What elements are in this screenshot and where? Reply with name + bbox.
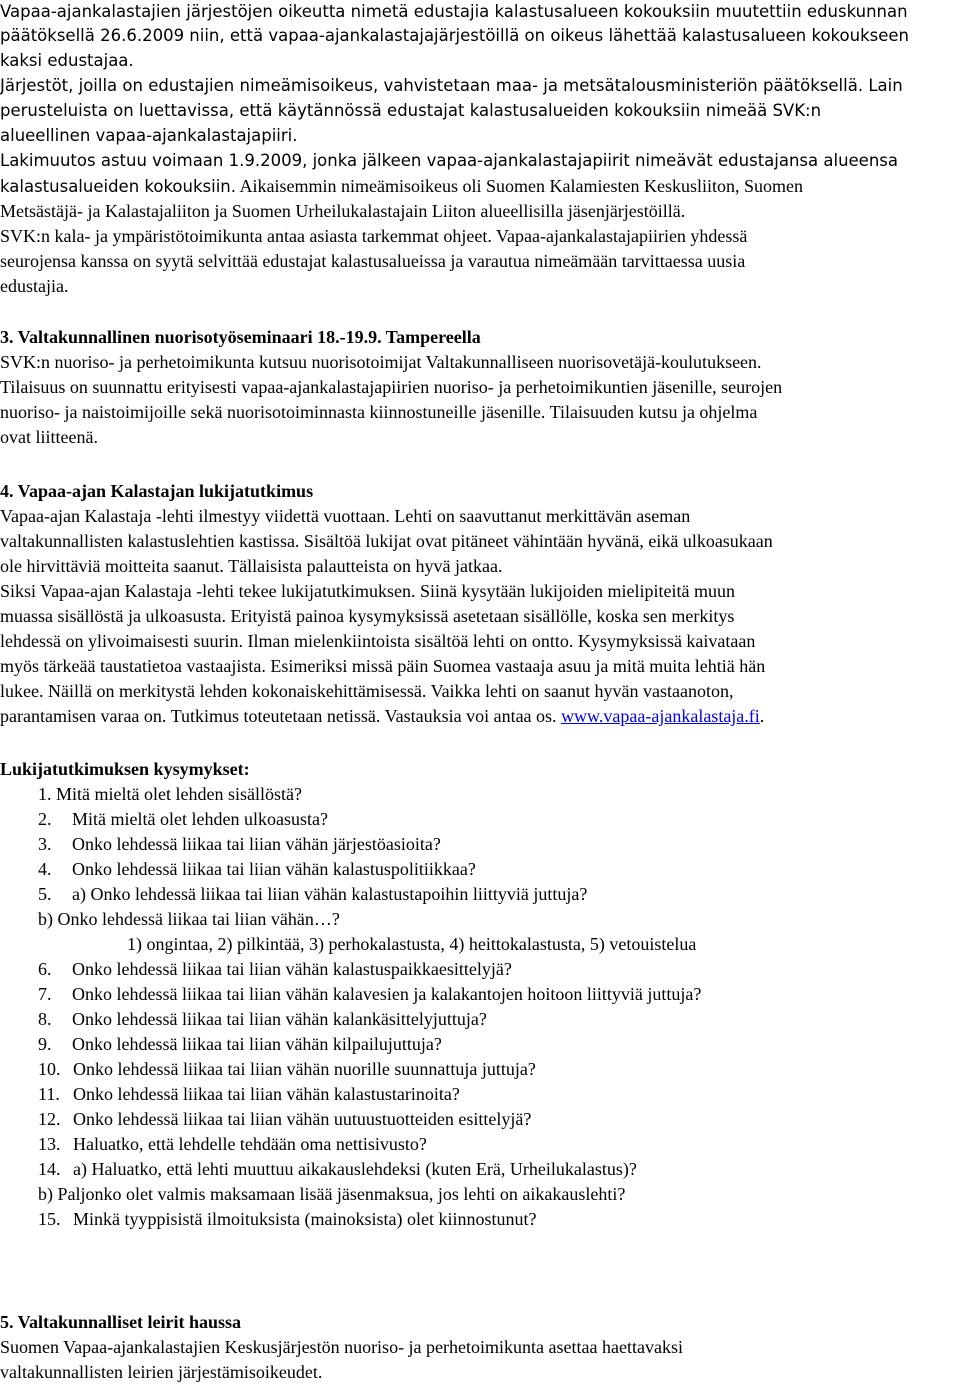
survey-heading: Lukijatutkimuksen kysymykset: [0, 759, 250, 779]
survey-item-8-question: Onko lehdessä liikaa tai liian vähän kalankäsittelyjuttuja? [72, 1009, 487, 1029]
section-3-line-4: ovat liitteenä. [0, 427, 98, 447]
section-3-heading: 3. Valtakunnallinen nuorisotyöseminaari 18.-19.9. Tampereella [0, 327, 481, 347]
intro-line-10b: Vapaa-ajankalastajapiirien yhdessä [491, 226, 748, 246]
intro-line-12: edustajia. [0, 276, 69, 296]
section-3-line-1: SVK:n nuoriso- ja perhetoimikunta kutsuu nuorisotoimijat Valtakunnalliseen nuorisovetäjä-koulutukseen. [0, 352, 762, 372]
survey-item-1-question: Mitä mieltä olet lehden sisällöstä? [56, 784, 302, 804]
survey-item-5b: b) Onko lehdessä liikaa tai liian vähän…? [38, 909, 340, 929]
survey-item-4-number: 4. [38, 859, 52, 879]
survey-item-10 [38, 1057, 960, 1082]
survey-item-10-question: Onko lehdessä liikaa tai liian vähän nuorille suunnattuja juttuja? [73, 1059, 536, 1079]
survey-item-7-question: Onko lehdessä liikaa tai liian vähän kalavesien ja kalakantojen hoitoon liittyviä juttuja? [72, 984, 702, 1004]
intro-line-9: Metsästäjä- ja Kalastajaliiton ja Suomen Urheilukalastajain Liiton alueellisilla jäsenjärjestöillä. [0, 201, 686, 221]
survey-item-3-number: 3. [38, 834, 52, 854]
survey-item-9 [38, 1032, 960, 1057]
survey-item-12 [38, 1107, 960, 1132]
section-4-line-3: ole hirvittäviä moitteita saanut. Tällaisista palautteista on hyvä jatkaa. [0, 556, 503, 576]
survey-item-7-number: 7. [38, 984, 52, 1004]
survey-item-11-question: Onko lehdessä liikaa tai liian vähän kalastustarinoita? [73, 1084, 460, 1104]
intro-line-5: perusteluista on luettavissa, että käytännössä edustajat kalastusalueiden kokouksiin nimeää SVK:n [0, 101, 822, 120]
survey-item-14-question: a) Haluatko, että lehti muuttuu aikakauslehdeksi (kuten Erä, Urheilukalastus)? [73, 1159, 637, 1179]
section-3-line-2: Tilaisuus on suunnattu erityisesti vapaa-ajankalastajapiirien nuoriso- ja perhetoimikuntien jäsenille, seurojen [0, 377, 783, 397]
survey-item-12-number: 12. [38, 1109, 61, 1129]
survey-item-1-text: 1. [38, 784, 52, 804]
intro-line-8 [0, 174, 960, 199]
intro-line-10a: SVK:n kala- ja ympäristötoimikunta antaa asiasta tarkemmat ohjeet. [0, 226, 492, 246]
section-4-heading: 4. Vapaa-ajan Kalastajan lukijatutkimus [0, 481, 314, 501]
survey-item-11 [38, 1082, 960, 1107]
website-link[interactable]: www.vapaa-ajankalastaja.fi [561, 706, 760, 726]
survey-item-14-number: 14. [38, 1159, 61, 1179]
survey-item-7 [38, 982, 960, 1007]
survey-item-1 [38, 782, 960, 807]
section-5-line-1: Suomen Vapaa-ajankalastajien Keskusjärjestön nuoriso- ja perhetoimikunta asettaa haettavaksi [0, 1337, 683, 1357]
survey-item-13-question: Haluatko, että lehdelle tehdään oma nettisivusto? [73, 1134, 427, 1154]
survey-item-8-number: 8. [38, 1009, 52, 1029]
section-4-line-8: lukee. Näillä on merkitystä lehden kokonaiskehittämisessä. Vaikka lehti on saanut hyvän vastaanoton, [0, 681, 734, 701]
section-5-line-2: valtakunnallisten leirien järjestämisoikeudet. [0, 1362, 323, 1382]
section-3-line-3: nuoriso- ja naistoimijoille sekä nuorisotoiminnasta kiinnostuneille jäsenille. Tilaisuuden kutsu ja ohjelma [0, 402, 758, 422]
survey-item-2-number: 2. [38, 809, 52, 829]
intro-line-2: päätöksellä 26.6.2009 niin, että vapaa-ajankalastajajärjestöillä on oikeus lähettää kalastusalueen kokoukseen [0, 26, 909, 45]
intro-line-4: Järjestöt, joilla on edustajien nimeämisoikeus, vahvistetaan maa- ja metsätalousministeriön päätöksellä. Lain [0, 76, 903, 95]
section-4-line-2: valtakunnallisten kalastuslehtien kastissa. Sisältöä lukijat ovat pitäneet vähintään hyvänä, eikä ulkoasukaan [0, 531, 773, 551]
survey-item-6 [38, 957, 960, 982]
survey-item-8 [38, 1007, 960, 1032]
survey-item-4 [38, 857, 960, 882]
survey-item-5-question: a) Onko lehdessä liikaa tai liian vähän kalastustapoihin liittyviä juttuja? [72, 884, 588, 904]
survey-item-13-number: 13. [38, 1134, 61, 1154]
intro-line-8b: Aikaisemmin nimeämisoikeus oli Suomen Kalamiesten Keskusliiton, Suomen [236, 176, 803, 196]
section-4-line-9 [0, 704, 960, 729]
survey-item-5-number: 5. [38, 884, 52, 904]
section-4-line-1: Vapaa-ajan Kalastaja -lehti ilmestyy viidettä vuottaan. Lehti on saavuttanut merkittävän aseman [0, 506, 691, 526]
intro-line-8a: kalastusalueiden kokouksiin. [0, 177, 237, 196]
survey-item-11-number: 11. [38, 1084, 60, 1104]
survey-item-2-question: Mitä mieltä olet lehden ulkoasusta? [72, 809, 328, 829]
survey-item-9-number: 9. [38, 1034, 52, 1054]
survey-item-3-question: Onko lehdessä liikaa tai liian vähän järjestöasioita? [72, 834, 441, 854]
section-4-line-9a: parantamisen varaa on. Tutkimus toteutetaan netissä. Vastauksia voi antaa os. [0, 706, 562, 726]
survey-item-13 [38, 1132, 960, 1157]
intro-line-1: Vapaa-ajankalastajien järjestöjen oikeutta nimetä edustajia kalastusalueen kokouksiin muutettiin eduskunnan [0, 2, 908, 21]
section-4-line-6: lehdessä on ylivoimaisesti suurin. Ilman mielenkiintoista sisältöä lehti on ontto. Kysymyksissä kaivataan [0, 631, 756, 651]
section-4-line-4: Siksi Vapaa-ajan Kalastaja -lehti tekee lukijatutkimuksen. Siinä kysytään lukijoiden mielipiteitä muun [0, 581, 736, 601]
survey-item-3 [38, 832, 960, 857]
section-5-heading: 5. Valtakunnalliset leirit haussa [0, 1312, 242, 1332]
section-4-line-7: myös tärkeää taustatietoa vastaajista. Esimeriksi missä päin Suomea vastaaja asuu ja mitä muita lehtiä hän [0, 656, 766, 676]
intro-line-10 [0, 224, 960, 249]
survey-item-14 [38, 1157, 960, 1182]
survey-item-5b-options: 1) ongintaa, 2) pilkintää, 3) perhokalastusta, 4) heittokalastusta, 5) vetouistelua [127, 934, 697, 954]
survey-item-6-question: Onko lehdessä liikaa tai liian vähän kalastuspaikkaesittelyjä? [72, 959, 512, 979]
survey-item-15 [38, 1207, 960, 1232]
survey-item-9-question: Onko lehdessä liikaa tai liian vähän kilpailujuttuja? [72, 1034, 442, 1054]
section-4-line-5: muassa sisällöstä ja ulkoasusta. Erityistä painoa kysymyksissä asetetaan sisällölle, koska sen merkitys [0, 606, 735, 626]
intro-line-7: Lakimuutos astuu voimaan 1.9.2009, jonka jälkeen vapaa-ajankalastajapiirit nimeävät edustajansa alueensa [0, 151, 899, 170]
survey-item-15-question: Minkä tyyppisistä ilmoituksista (mainoksista) olet kiinnostunut? [73, 1209, 537, 1229]
intro-line-11: seurojensa kanssa on syytä selvittää edustajat kalastusalueissa ja varautua nimeämään tarvittaessa uusia [0, 251, 746, 271]
survey-item-4-question: Onko lehdessä liikaa tai liian vähän kalastuspolitiikkaa? [72, 859, 476, 879]
intro-line-3: kaksi edustajaa. [0, 51, 134, 70]
section-4-line-9b: . [759, 706, 765, 726]
intro-line-6: alueellinen vapaa-ajankalastajapiiri. [0, 126, 298, 145]
survey-item-14b: b) Paljonko olet valmis maksamaan lisää jäsenmaksua, jos lehti on aikakauslehti? [38, 1184, 626, 1204]
survey-item-6-number: 6. [38, 959, 52, 979]
survey-item-12-question: Onko lehdessä liikaa tai liian vähän uutuustuotteiden esittelyjä? [73, 1109, 532, 1129]
survey-item-2 [38, 807, 960, 832]
survey-item-15-number: 15. [38, 1209, 61, 1229]
survey-item-5 [38, 882, 960, 907]
survey-item-10-number: 10. [38, 1059, 61, 1079]
